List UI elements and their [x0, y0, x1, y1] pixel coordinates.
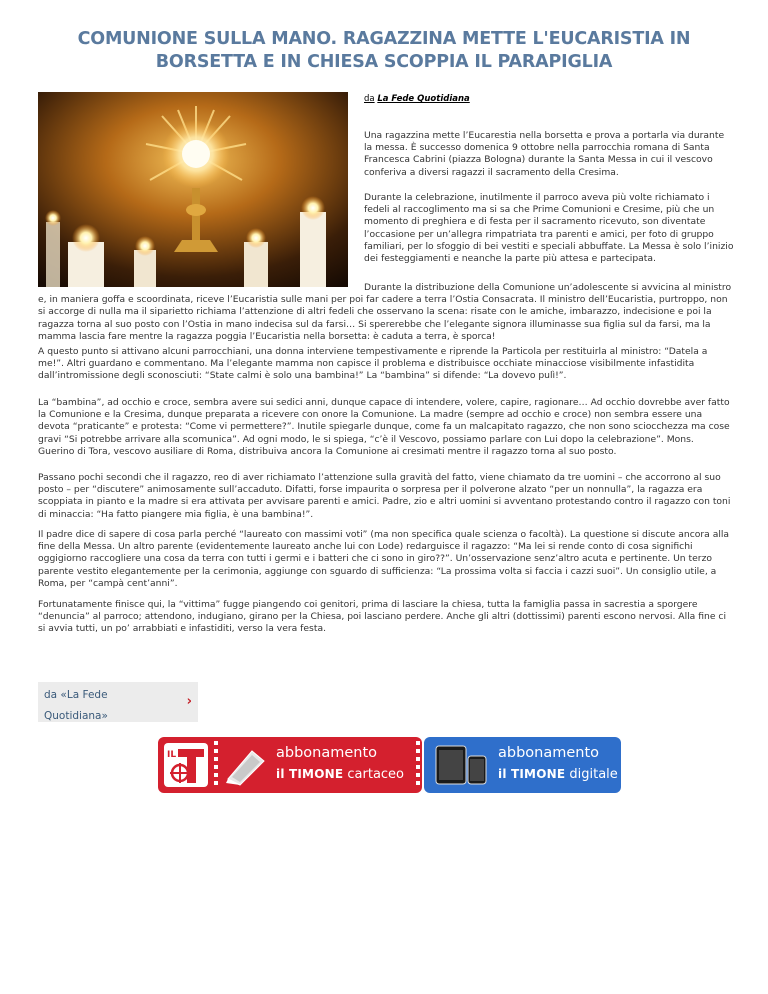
source-link-box[interactable]	[38, 682, 198, 722]
byline-prefix: da	[364, 94, 375, 104]
devices-icon	[434, 744, 490, 786]
digital-kind: digitale	[569, 767, 618, 782]
magazine-icon	[222, 743, 268, 787]
paragraph-4: A questo punto si attivano alcuni parrocchiani, una donna interviene tempestivamente e riprende la Particola per restituirla al ministro: “Datela a me!”. Altri guardano e commentano. Ma l’elegante mamma non capisce il problema e distribuisce occhiate minacciose visibilmente infastidita dall’intromissione degli sconosciuti: “State calmi è solo una bambina!” La “bambina” si difende: “La dovevo pulì!”.	[38, 346, 708, 382]
perforation-divider-right	[416, 741, 420, 789]
paragraph-1: Una ragazzina mette l’Eucarestia nella borsetta e prova a portarla via durante la messa. È successo domenica 9 ottobre nella parrocchia romana di Santa Francesca Cabrini (piazza Bologna) durante la Santa Messa in cui il vescovo conferiva a diversi ragazzi il sacramento della Cresima.	[364, 130, 725, 178]
subscription-banner	[158, 737, 621, 793]
article-photo	[38, 92, 348, 287]
paragraph-5: La “bambina”, ad occhio e croce, sembra avere sui sedici anni, dunque capace di intendere, volere, capire, ragionare… Ad occhio dovrebbe aver fatto la Comunione e la Cresima, dunque preparata a ricevere con onore la Comunione. La madre (sempre ad occhio e croce) non sembra essere una devota “praticante” e protesta: “Come vi permettere?”. Inutile spiegarle dunque, come fa un malcapitato ragazzo, che non sono sciocchezza ma cose gravi “Si potrebbe arrivare alla scomunica”. Ad ogni modo, le si spiega, “c’è il Vescovo, possiamo parlare con Lui dopo la celebrazione”. Mons. Guerino di Tora, vescovo ausiliare di Roma, distribuiva ancora la Comunione ai cresimati mentre il ragazzo torna al suo posto.	[38, 397, 730, 457]
paragraph-8: Fortunatamente finisce qui, la “vittima” fugge piangendo coi genitori, prima di lasciare la chiesa, tutta la famiglia passa in sacrestia a sporgere “denuncia” al parroco; attendono, indugiano, girano per la Chiesa, poi lasciano perdere. Anche gli altri (dottissimi) parenti escono nervosi. Alla fine ci si avvia tutti, un po’ arrabbiati e infastiditi, verso la vera festa.	[38, 599, 727, 635]
paragraph-3: Durante la distribuzione della Comunione un’adolescente si avvicina al ministro e, in maniera goffa e scoordinata, riceve l’Eucaristia sulle mani per poi far cadere a terra l’Ostia Consacrata. Il ministro dell’Eucaristia, purtroppo, non si accorge di nulla ma il siparietto richiama l’attenzione di altri fedeli che osservano la scena: risate con le amiche, imbarazzo, indecisione e poi la ragazza torna al suo posto con l’Ostia in mano indecisa sul da farsi… Si spererebbe che l’elegante signora illuminasse sua figlia sul da farsi, ma la mamma lascia fare mentre la ragazza poggia l’Eucaristia nella borsetta: è caduta a terra, è sporca!	[38, 282, 732, 342]
source-link-label: da «La Fede Quotidiana»	[44, 689, 108, 722]
digital-brand: il TIMONE	[498, 767, 566, 781]
chevron-right-icon: ›	[186, 694, 192, 709]
digital-subscription-button[interactable]	[424, 737, 621, 793]
monstrance-candles-photo	[38, 92, 348, 287]
perforation-divider	[214, 741, 218, 789]
paragraph-7: Il padre dice di sapere di cosa parla perché “laureato con massimi voti” (ma non specifica quale scienza o facoltà). La questione si discute ancora alla fine della Messa. Un altro parente (evidentemente laureato anche lui con Lode) redarguisce il ragazzo: “Ma lei si rende conto di cosa significhi oggigiorno raccogliere una cosa da terra con tutti i germi e i batteri che ci sono in giro??”. Un’osservazione senz’altro acuta e pertinente. Un terzo parente vestito elegantemente per la cerimonia, aggiunge con sguardo di sufficienza: “La prossima volta si faccia i cazzi suoi”. Un consiglio utile, a Roma, per “campà cent’anni”.	[38, 529, 730, 589]
paper-brand: il TIMONE	[276, 767, 344, 781]
digital-line1: abbonamento	[498, 745, 600, 761]
article-title-line2: BORSETTA E IN CHIESA SCOPPIA IL PARAPIGLIA	[155, 52, 613, 72]
byline-source-link[interactable]: La Fede Quotidiana	[377, 94, 470, 104]
timone-logo-icon	[164, 743, 208, 787]
svg-text:IL: IL	[167, 750, 177, 760]
byline	[364, 94, 470, 104]
paper-line1: abbonamento	[276, 745, 378, 761]
article-title-line1: COMUNIONE SULLA MANO. RAGAZZINA METTE L'EUCARISTIA IN	[77, 29, 691, 49]
paper-subscription-button[interactable]	[158, 737, 422, 793]
paragraph-2: Durante la celebrazione, inutilmente il parroco aveva più volte richiamato i fedeli al raccoglimento ma si sa che Prime Comunioni e Cresime, più che un momento di preghiera e di festa per il sacramento ricevuto, son diventate l’occasione per un’allegra rimpatriata tra parenti e amici, per foto di gruppo familiari, per lo sfoggio di bei vestiti e speciali abbuffate. La Messa è solo l’inizio dei festeggiamenti e neanche la parte più attesa e partecipata.	[364, 192, 734, 265]
paragraph-6: Passano pochi secondi che il ragazzo, reo di aver richiamato l’attenzione sulla gravità del fatto, viene chiamato da tre uomini – che accorrono al suo posto – per “discutere” animosamente sull’accaduto. Difatti, forse impaurita o sorpresa per il polverone alzato “per un nonnulla”, la ragazza era scoppiata in pianto e la madre si era attivata per avvisare parenti e amici. Padre, zio e altri uomini si avventano protestando contro il ragazzo con toni di minaccia: “Ha fatto piangere mia figlia, è una bambina!”.	[38, 472, 731, 520]
article-title	[40, 28, 728, 74]
paper-kind: cartaceo	[347, 767, 405, 782]
